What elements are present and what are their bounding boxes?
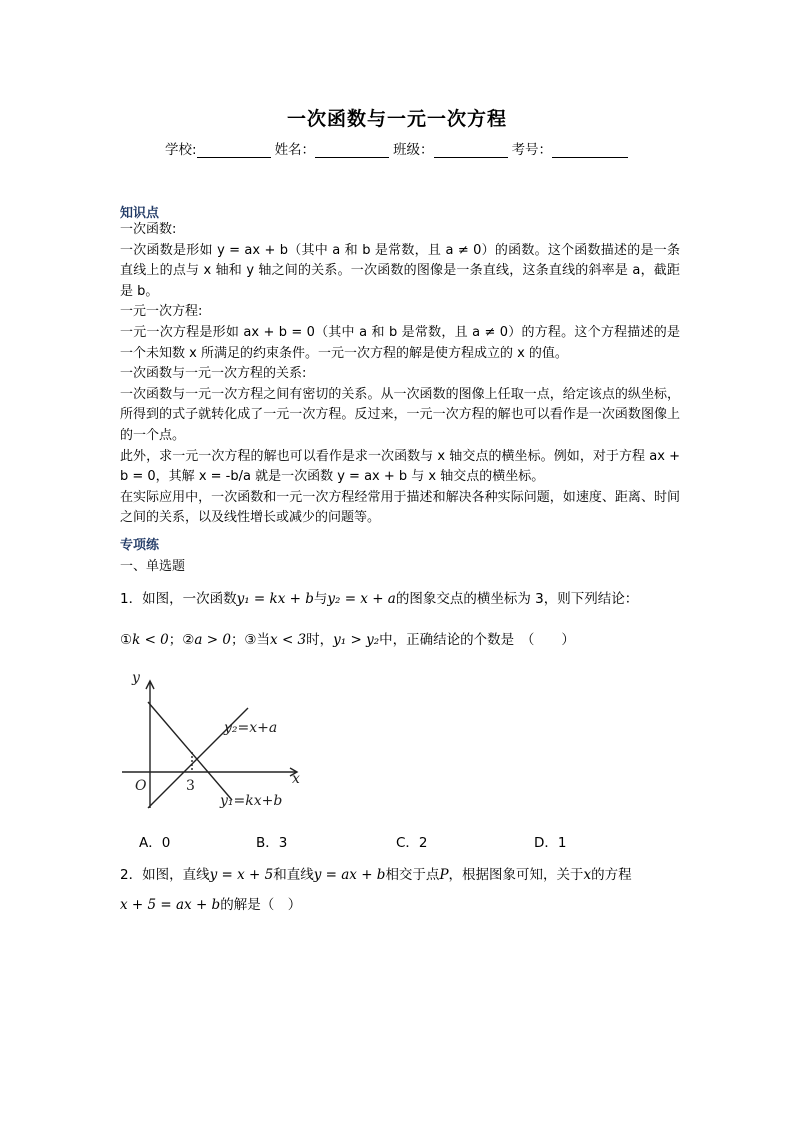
paragraph: 一次函数与一元一次方程之间有密切的关系。从一次函数的图像上任取一点，给定该点的纵坐标，所得到的式子就转化成了一元一次方程。反过来，一元一次方程的解也可以看作是一次函数图像上的一个点。 [120,386,680,443]
knowledge-heading: 知识点 [120,206,160,221]
name-blank[interactable] [315,143,389,158]
exam-no-blank[interactable] [552,143,628,158]
practice-heading: 专项练 [120,538,160,553]
paragraph: 一元一次方程是形如 ax + b = 0（其中 a 和 b 是常数，且 a ≠ 0）的方程。这个方程描述的是一个未知数 x 所满足的约束条件。一元一次方程的解是使方程成立的 x 的值。 [120,324,680,361]
option-a[interactable]: A．0 [139,835,171,851]
exam-no-label: 考号： [511,142,553,158]
option-d[interactable]: D．1 [534,835,567,851]
formula-y2: y₂ = x + a [327,591,396,607]
single-choice-heading: 一、单选题 [120,559,186,574]
paragraph: 一次函数: [120,222,177,237]
class-blank[interactable] [434,143,508,158]
name-label: 姓名： [274,142,316,158]
question-1-line-2: ①k < 0；②a > 0；③当x < 3时，y₁ > y₂中，正确结论的个数是 （ ） [120,632,575,648]
school-label: 学校: [165,142,197,158]
tick-3-label: 3 [186,778,195,794]
formula-y1: y₁ = kx + b [236,591,314,607]
paragraph: 一次函数是形如 y = ax + b（其中 a 和 b 是常数，且 a ≠ 0）的函数。这个函数描述的是一条直线上的点与 x 轴和 y 轴之间的关系。一次函数的图像是一条直线，这条直线的斜率是 a，截距是 b。 [120,242,680,299]
student-info-line [165,138,632,158]
school-blank[interactable] [197,143,271,158]
question-1-graph [120,662,310,814]
paragraph: 此外，求一元一次方程的解也可以看作是求一次函数与 x 轴交点的横坐标。例如，对于方程 ax + b = 0，其解 x = -b/a 就是一次函数 y = ax + b 与 x 轴交点的横坐标。 [120,448,680,485]
label-y1: y₁=kx+b [220,793,283,809]
y-axis-label: y [132,670,140,686]
option-b[interactable]: B．3 [256,835,288,851]
question-1-line-1: 1．如图，一次函数y₁ = kx + b与y₂ = x + a的图象交点的横坐标为 3，则下列结论： [120,591,639,607]
label-y2: y₂=x+a [224,720,278,736]
paragraph: 一次函数与一元一次方程的关系: [120,366,307,382]
origin-label: O [135,778,147,794]
page-title: 一次函数与一元一次方程 [286,108,507,130]
question-2-line-2: x + 5 = ax + b的解是（ ） [120,897,302,913]
class-label: 班级： [393,142,434,158]
option-c[interactable]: C．2 [396,835,428,851]
paragraph: 在实际应用中，一次函数和一元一次方程经常用于描述和解决各种实际问题，如速度、距离、时间之间的关系，以及线性增长或减少的问题等。 [120,489,680,526]
paragraph: 一元一次方程: [120,304,203,320]
x-axis-label: x [292,771,300,787]
knowledge-body [120,220,680,529]
question-2-line-1: 2．如图，直线y = x + 5和直线y = ax + b相交于点P，根据图象可知，关于x的方程 [120,867,632,883]
